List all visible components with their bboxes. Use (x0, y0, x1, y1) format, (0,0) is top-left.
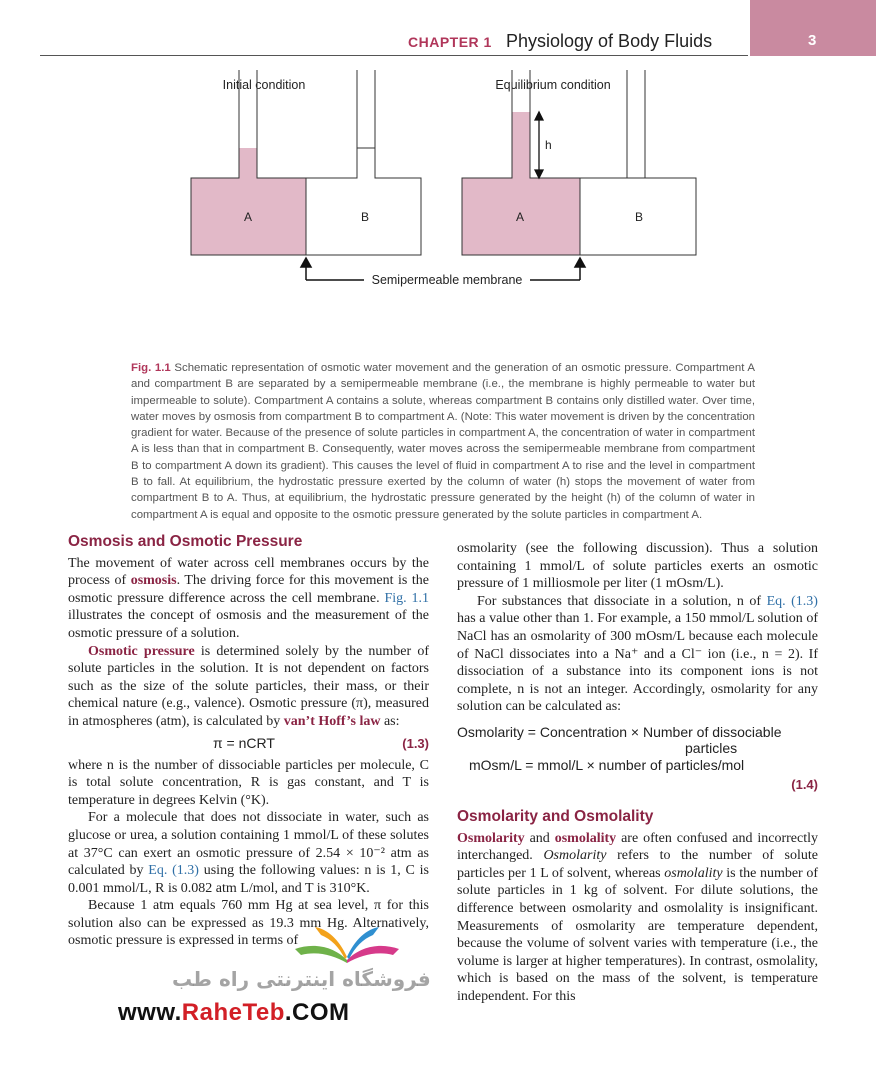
chapter-title: Physiology of Body Fluids (506, 31, 713, 51)
paragraph: where n is the number of dissociable particles per molecule, C is total solute concentration, R is gas constant, and T is temperature in degrees Kelvin (°K). (68, 757, 429, 808)
paragraph: Osmotic pressure is determined solely by the number of solute particles in the solution. It is not dependent on factors such as the size of the solute particles, their mass, or their chemical nature (e.g., valence). Osmotic pressure (π), measured in atmospheres (atm), is calculated by van’t Hoff’s law as: (68, 643, 429, 729)
figure-caption (131, 360, 755, 523)
page-number: 3 (808, 32, 817, 49)
equation-1-4-line-2: particles (685, 739, 738, 756)
watermark (112, 915, 431, 1035)
paragraph: The movement of water across cell membranes occurs by the process of osmosis. The driving force for this movement is the osmotic pressure difference across the cell membrane. Fig. 1.1 illustrates the concept of osmosis and the measurement of the osmotic pressure of a solution. (68, 555, 430, 641)
equation-reference-link[interactable]: Eq. (1.3) (148, 863, 199, 879)
membrane-label: Semipermeable membrane (371, 273, 523, 287)
term-osmolarity: Osmolarity (457, 830, 525, 846)
paragraph: For substances that dissociate in a solution, n of Eq. (1.3) has a value other than 1. For example, a 150 mmol/L solution of NaCl has an osmolarity of 300 mOsm/L because each molecule of NaCl dissociates into a Na⁺ and a Cl⁻ ion (i.e., n = 2). If dissociation of a substance into its component ions is not complete, n is not an integer. Accordingly, osmolarity for any solution can be calculated as: (457, 593, 818, 715)
left-column (68, 533, 429, 950)
figure-caption-label: Fig. 1.1 (131, 362, 171, 374)
height-arrow (535, 112, 543, 178)
initial-compartment-a-label: A (243, 210, 253, 224)
equation-1-4-number: (1.4) (791, 776, 818, 792)
equation-1-4 (457, 724, 818, 794)
initial-column-a-fluid (239, 148, 257, 178)
paragraph: osmolarity (see the following discussion). Thus a solution containing 1 mmol/L of solute particles exerts an osmotic pressure of 1 milliosmole per liter (1 mOsm/L). (457, 541, 818, 592)
chapter-label: CHAPTER 1 (408, 34, 492, 50)
equation-1-3 (68, 731, 429, 757)
equation-reference-link[interactable]: Eq. (1.3) (766, 593, 818, 609)
equation-1-4-line-1: Osmolarity = Concentration × Number of dissociable (457, 723, 782, 740)
equilibrium-compartment-a-label: A (515, 210, 525, 224)
height-label: h (545, 138, 552, 152)
equilibrium-compartment-b-label: B (634, 210, 644, 224)
term-vant-hoff: van’t Hoff’s law (283, 713, 381, 729)
page-header (0, 0, 876, 62)
section-heading-osmosis: Osmosis and Osmotic Pressure (68, 533, 303, 550)
equation-1-3-number: (1.3) (402, 735, 429, 751)
equation-1-4-line-3: mOsm/L = mmol/L × number of particles/mol (469, 756, 745, 773)
right-column (457, 540, 818, 1005)
term-osmotic-pressure: Osmotic pressure (88, 643, 195, 659)
paragraph: For a molecule that does not dissociate in water, such as glucose or urea, a solution containing 1 mmol/L of these solutes at 37°C can exert an osmotic pressure of 2.54 × 10⁻² atm as calculated by Eq. (1.3) using the following values: n is 1, C is 0.001 mmol/L, R is 0.082 atm L/mol, and T is 310°K. (68, 810, 429, 896)
osmosis-diagram (0, 70, 876, 295)
header-rule (40, 55, 748, 56)
watermark-persian-text: فروشگاه اینترنتی راه طب (172, 967, 431, 991)
initial-condition-label: Initial condition (222, 78, 306, 92)
figure-reference-link[interactable]: Fig. 1.1 (384, 590, 429, 606)
figure-1-1 (0, 70, 876, 521)
equilibrium-condition-label: Equilibrium condition (495, 78, 611, 92)
term-osmosis: osmosis (130, 573, 177, 589)
equilibrium-column-a-fluid (512, 112, 530, 178)
book-logo-icon (287, 915, 407, 965)
paragraph: Because 1 atm equals 760 mm Hg at sea level, π for this solution also can be expressed as 19.3 mm Hg. Alternatively, osmotic pressure is expressed in terms of (68, 898, 429, 949)
watermark-url: www.RaheTeb.COM (118, 999, 350, 1026)
initial-compartment-b-label: B (360, 210, 370, 224)
section-heading-osmolarity: Osmolarity and Osmolality (457, 807, 654, 825)
equation-1-3-text: π = nCRT (213, 734, 275, 751)
figure-caption-text: Schematic representation of osmotic water movement and the generation of an osmotic pressure. Compartment A and compartment B are separated by a semipermeable membrane (i.e., the membrane is highly permeable to water but impermeable to solute). Compartment A contains a solute, whereas compartment B contains only distilled water. Over time, water moves by osmosis from compartment B to compartment A. (Note: This water movement is driven by the concentration gradient for water. Because of the presence of solute particles in compartment A, the concentration of water in compartment A is less than that in compartment B. Consequently, water moves across the semipermeable membrane from compartment B to compartment A down its gradient). This causes the level of fluid in compartment A to rise and the level in compartment B to fall. At equilibrium, the hydrostatic pressure exerted by the column of water (h) stops the movement of water from compartment B to A. Thus, at equilibrium, the hydrostatic pressure generated by the height (h) of the column of water in compartment A is equal and opposite to the osmotic pressure generated by the solute particles in compartment A. (131, 362, 755, 521)
paragraph: Osmolarity and osmolality are often confused and incorrectly interchanged. Osmolarity refers to the number of solute particles per 1 L of solvent, whereas osmolality is the number of solute particles in 1 kg of solvent. For dilute solutions, the difference between osmolarity and osmolality is insignificant. Measurements of osmolarity are temperature dependent, because the volume of solvent varies with temperature (i.e., the volume is larger at higher temperatures). In contrast, osmolality, which is based on the mass of the solvent, is temperature independent. For this (457, 830, 819, 1004)
term-osmolality: osmolality (554, 830, 617, 846)
